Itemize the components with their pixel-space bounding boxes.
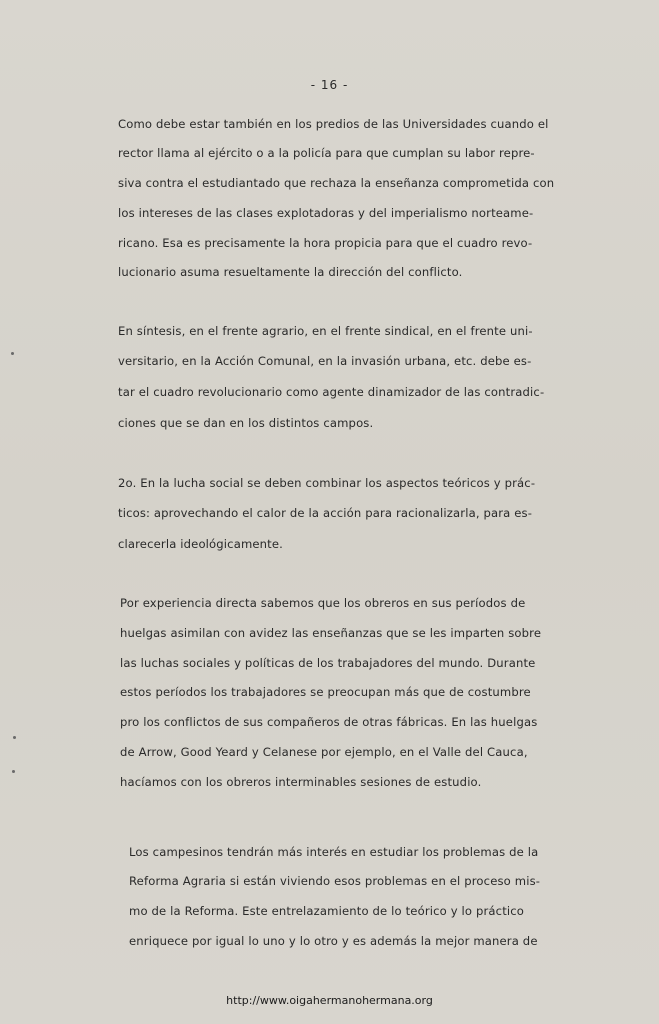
text-line: las luchas sociales y políticas de los trabajadores del mundo. Durante	[120, 656, 536, 670]
text-line: ticos: aprovechando el calor de la acción para racionalizarla, para es-	[118, 506, 533, 520]
text-line: siva contra el estudiantado que rechaza la enseñanza comprometida con	[118, 176, 555, 190]
text-line: pro los conflictos de sus compañeros de otras fábricas. En las huelgas	[120, 715, 538, 729]
text-line: Por experiencia directa sabemos que los obreros en sus períodos de	[120, 596, 526, 610]
footer-url[interactable]: http://www.oigahermanohermana.org	[226, 994, 433, 1007]
margin-mark	[13, 736, 16, 739]
margin-mark	[11, 352, 14, 355]
text-line: huelgas asimilan con avidez las enseñanzas que se les imparten sobre	[120, 626, 542, 640]
text-line: de Arrow, Good Yeard y Celanese por ejemplo, en el Valle del Cauca,	[120, 745, 528, 759]
text-line: mo de la Reforma. Este entrelazamiento de lo teórico y lo práctico	[129, 904, 525, 918]
text-line: ciones que se dan en los distintos campos.	[118, 416, 374, 430]
text-line: hacíamos con los obreros interminables sesiones de estudio.	[120, 775, 482, 789]
margin-mark	[12, 770, 15, 773]
text-line: Los campesinos tendrán más interés en estudiar los problemas de la	[129, 845, 539, 859]
text-line: 2o. En la lucha social se deben combinar los aspectos teóricos y prác-	[118, 476, 536, 490]
text-line: clarecerla ideológicamente.	[118, 537, 283, 551]
text-line: Reforma Agraria si están viviendo esos problemas en el proceso mis-	[129, 874, 541, 888]
text-line: lucionario asuma resueltamente la dirección del conflicto.	[118, 265, 463, 279]
text-line: rector llama al ejército o a la policía para que cumplan su labor repre-	[118, 146, 535, 160]
page-number: - 16 -	[310, 78, 349, 92]
text-line: Como debe estar también en los predios de las Universidades cuando el	[118, 117, 549, 131]
text-line: ricano. Esa es precisamente la hora propicia para que el cuadro revo-	[118, 236, 533, 250]
text-line: versitario, en la Acción Comunal, en la invasión urbana, etc. debe es-	[118, 354, 532, 368]
text-line: tar el cuadro revolucionario como agente dinamizador de las contradic-	[118, 385, 545, 399]
text-line: En síntesis, en el frente agrario, en el frente sindical, en el frente uni-	[118, 324, 533, 338]
text-line: los intereses de las clases explotadoras y del imperialismo norteame-	[118, 206, 534, 220]
text-line: enriquece por igual lo uno y lo otro y es además la mejor manera de	[129, 934, 538, 948]
text-line: estos períodos los trabajadores se preocupan más que de costumbre	[120, 685, 531, 699]
